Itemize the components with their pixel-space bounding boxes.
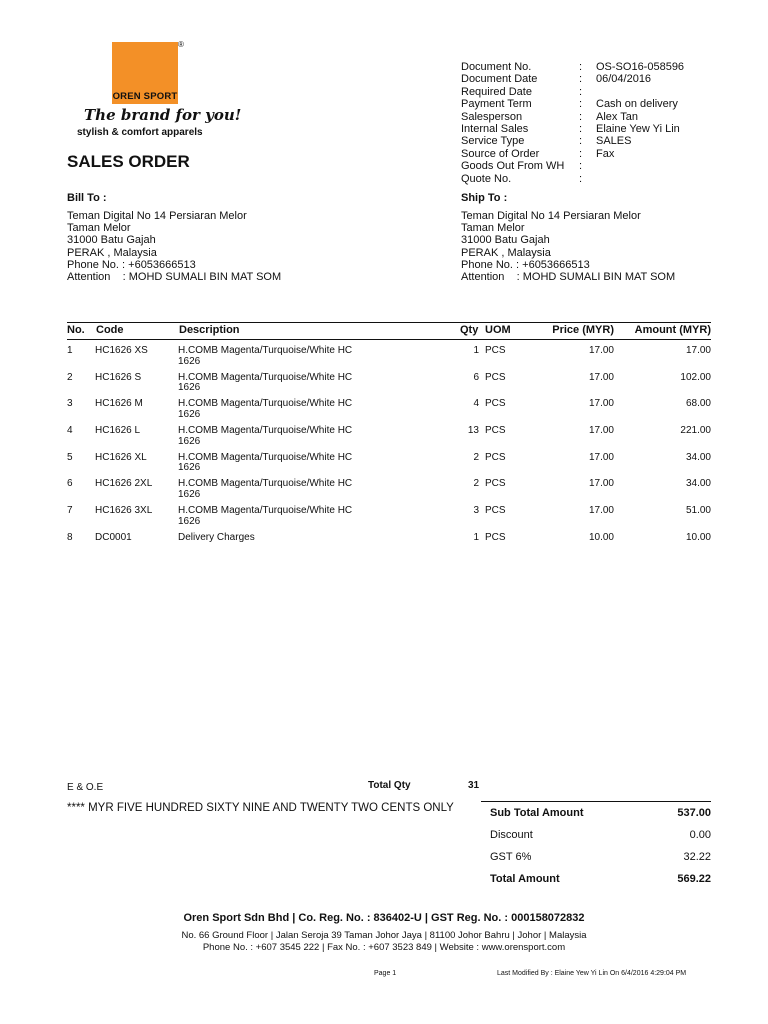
bill-to-line: Taman Melor bbox=[67, 222, 131, 235]
meta-label: Payment Term bbox=[461, 98, 532, 111]
meta-label: Goods Out From WH bbox=[461, 160, 565, 173]
item-price: 17.00 bbox=[588, 345, 614, 356]
item-description-line2: 1626 bbox=[178, 408, 201, 420]
item-description bbox=[178, 373, 378, 394]
meta-value: Elaine Yew Yi Lin bbox=[596, 122, 680, 135]
bill-to-address bbox=[67, 210, 281, 283]
meta-colon: : bbox=[579, 135, 583, 148]
totals-summary bbox=[481, 801, 711, 890]
item-uom: PCS bbox=[485, 345, 506, 356]
company-registration: Oren Sport Sdn Bhd | Co. Reg. No. : 836402-U | GST Reg. No. : 000158072832 bbox=[183, 912, 585, 924]
meta-value: 06/04/2016 bbox=[596, 73, 652, 86]
line-items bbox=[67, 346, 711, 560]
ship-to-address bbox=[461, 210, 675, 283]
table-row bbox=[67, 399, 711, 426]
item-no: 7 bbox=[67, 505, 73, 517]
meta-label: Source of Order bbox=[461, 147, 540, 160]
item-no: 1 bbox=[67, 345, 73, 356]
item-description-line1: H.COMB Magenta/Turquoise/White HC bbox=[178, 371, 353, 383]
ship-to-heading: Ship To : bbox=[461, 192, 508, 204]
item-description-line2: 1626 bbox=[178, 382, 201, 394]
totals-value: 0.00 bbox=[689, 829, 711, 841]
ship-to-line: Attention : MOHD SUMALI BIN MAT SOM bbox=[461, 271, 676, 284]
totals-value: 32.22 bbox=[683, 851, 711, 863]
item-amount: 34.00 bbox=[685, 451, 711, 463]
item-no: 2 bbox=[67, 371, 73, 383]
item-qty: 2 bbox=[473, 478, 479, 490]
header-no: No. bbox=[67, 324, 85, 336]
meta-row bbox=[461, 73, 684, 85]
table-row bbox=[67, 506, 711, 533]
item-code: DC0001 bbox=[95, 531, 132, 543]
brand-subtagline: stylish & comfort apparels bbox=[77, 127, 203, 138]
item-price: 17.00 bbox=[588, 398, 614, 410]
meta-value: Fax bbox=[596, 147, 615, 160]
meta-value: Alex Tan bbox=[596, 110, 638, 123]
ship-to-line: Teman Digital No 14 Persiaran Melor bbox=[461, 210, 641, 222]
header-description: Description bbox=[179, 324, 240, 336]
item-description bbox=[178, 346, 378, 367]
header-qty: Qty bbox=[460, 324, 479, 336]
item-qty: 4 bbox=[473, 398, 479, 410]
table-row bbox=[67, 453, 711, 480]
meta-label: Required Date bbox=[461, 85, 532, 98]
item-no: 3 bbox=[67, 398, 73, 410]
item-no: 4 bbox=[67, 425, 73, 437]
company-contact: Phone No. : +607 3545 222 | Fax No. : +607 3523 849 | Website : www.orensport.com bbox=[202, 942, 566, 953]
item-uom: PCS bbox=[485, 425, 506, 437]
brand-logo bbox=[112, 42, 178, 104]
totals-label: GST 6% bbox=[490, 851, 532, 863]
ship-to-line: PERAK , Malaysia bbox=[461, 246, 551, 259]
meta-colon: : bbox=[579, 61, 583, 73]
item-uom: PCS bbox=[485, 505, 506, 517]
item-code: HC1626 M bbox=[95, 398, 143, 410]
meta-row bbox=[461, 148, 684, 160]
item-description-line1: H.COMB Magenta/Turquoise/White HC bbox=[178, 425, 353, 437]
meta-colon: : bbox=[579, 160, 583, 173]
item-uom: PCS bbox=[485, 371, 506, 383]
table-row bbox=[67, 373, 711, 400]
meta-colon: : bbox=[579, 110, 583, 123]
totals-row bbox=[481, 868, 711, 890]
item-price: 10.00 bbox=[588, 531, 614, 543]
totals-row bbox=[481, 824, 711, 846]
meta-label: Internal Sales bbox=[461, 122, 529, 135]
meta-label: Salesperson bbox=[461, 110, 523, 123]
item-qty: 6 bbox=[473, 371, 479, 383]
item-description-line1: H.COMB Magenta/Turquoise/White HC bbox=[178, 505, 353, 517]
item-code: HC1626 XL bbox=[95, 451, 147, 463]
document-title: SALES ORDER bbox=[67, 152, 190, 171]
company-address: No. 66 Ground Floor | Jalan Seroja 39 Taman Johor Jaya | 81100 Johor Bahru | Johor | Malaysia bbox=[181, 930, 587, 941]
header-price: Price (MYR) bbox=[552, 324, 614, 336]
item-description-line1: H.COMB Magenta/Turquoise/White HC bbox=[178, 478, 353, 490]
item-uom: PCS bbox=[485, 398, 506, 410]
header-uom: UOM bbox=[485, 324, 511, 336]
meta-colon: : bbox=[579, 172, 583, 185]
item-description bbox=[178, 399, 378, 420]
item-uom: PCS bbox=[485, 531, 506, 543]
ship-to-line: 31000 Batu Gajah bbox=[461, 234, 550, 247]
meta-colon: : bbox=[579, 73, 583, 86]
item-qty: 3 bbox=[473, 505, 479, 517]
meta-row bbox=[461, 86, 684, 98]
table-row bbox=[67, 479, 711, 506]
bill-to-line: Phone No. : +6053666513 bbox=[67, 258, 196, 271]
bill-to-heading: Bill To : bbox=[67, 192, 107, 204]
total-qty-label: Total Qty bbox=[368, 780, 411, 791]
item-description-line2: 1626 bbox=[178, 355, 201, 367]
item-amount: 51.00 bbox=[685, 505, 711, 517]
bill-to-line: PERAK , Malaysia bbox=[67, 246, 157, 259]
totals-value: 569.22 bbox=[677, 873, 711, 885]
table-row bbox=[67, 426, 711, 453]
item-code: HC1626 XS bbox=[95, 345, 148, 356]
meta-label: Document No. bbox=[461, 61, 532, 73]
amount-in-words: **** MYR FIVE HUNDRED SIXTY NINE AND TWENTY TWO CENTS ONLY bbox=[67, 802, 454, 814]
meta-row bbox=[461, 123, 684, 135]
item-no: 6 bbox=[67, 478, 73, 490]
bill-to-line: Attention : MOHD SUMALI BIN MAT SOM bbox=[67, 271, 282, 284]
item-description bbox=[178, 506, 378, 527]
item-uom: PCS bbox=[485, 451, 506, 463]
item-no: 8 bbox=[67, 531, 73, 543]
last-modified: Last Modified By : Elaine Yew Yi Lin On 6/4/2016 4:29:04 PM bbox=[497, 970, 687, 977]
meta-row bbox=[461, 160, 684, 172]
item-price: 17.00 bbox=[588, 505, 614, 517]
item-description-line1: H.COMB Magenta/Turquoise/White HC bbox=[178, 345, 353, 356]
totals-label: Discount bbox=[490, 829, 533, 841]
meta-value: Cash on delivery bbox=[596, 98, 678, 111]
meta-colon: : bbox=[579, 85, 583, 98]
meta-row bbox=[461, 135, 684, 147]
item-description-line2: 1626 bbox=[178, 515, 201, 527]
item-qty: 1 bbox=[473, 531, 479, 543]
item-no: 5 bbox=[67, 451, 73, 463]
eoe-note: E & O.E bbox=[67, 782, 104, 793]
page-number: Page 1 bbox=[374, 970, 397, 977]
table-header bbox=[67, 322, 711, 340]
meta-row bbox=[461, 111, 684, 123]
item-description-line2: 1626 bbox=[178, 435, 201, 447]
meta-value: OS-SO16-058596 bbox=[596, 61, 685, 73]
meta-value: SALES bbox=[596, 135, 632, 148]
bill-to-line: Teman Digital No 14 Persiaran Melor bbox=[67, 210, 247, 222]
item-qty: 2 bbox=[473, 451, 479, 463]
item-qty: 13 bbox=[467, 425, 479, 437]
item-description bbox=[178, 453, 378, 474]
item-amount: 17.00 bbox=[685, 345, 711, 356]
table-row bbox=[67, 533, 711, 560]
item-uom: PCS bbox=[485, 478, 506, 490]
item-price: 17.00 bbox=[588, 451, 614, 463]
item-code: HC1626 3XL bbox=[95, 505, 153, 517]
totals-row bbox=[481, 802, 711, 824]
item-price: 17.00 bbox=[588, 371, 614, 383]
totals-row bbox=[481, 846, 711, 868]
meta-row bbox=[461, 173, 684, 185]
meta-label: Service Type bbox=[461, 135, 525, 148]
table-row bbox=[67, 346, 711, 373]
header-code: Code bbox=[96, 324, 124, 336]
item-price: 17.00 bbox=[588, 478, 614, 490]
item-amount: 221.00 bbox=[680, 425, 711, 437]
item-description-line1: Delivery Charges bbox=[178, 531, 255, 543]
meta-row bbox=[461, 98, 684, 110]
item-qty: 1 bbox=[473, 345, 479, 356]
item-amount: 34.00 bbox=[685, 478, 711, 490]
registered-mark: ® bbox=[178, 40, 184, 49]
meta-colon: : bbox=[579, 98, 583, 111]
meta-label: Quote No. bbox=[461, 172, 512, 185]
item-amount: 68.00 bbox=[685, 398, 711, 410]
ship-to-line: Taman Melor bbox=[461, 222, 525, 235]
item-code: HC1626 2XL bbox=[95, 478, 153, 490]
meta-colon: : bbox=[579, 147, 583, 160]
totals-value: 537.00 bbox=[677, 807, 711, 819]
item-description-line1: H.COMB Magenta/Turquoise/White HC bbox=[178, 451, 353, 463]
logo-text: OREN SPORT bbox=[112, 91, 178, 102]
ship-to-line: Phone No. : +6053666513 bbox=[461, 258, 590, 271]
item-amount: 10.00 bbox=[685, 531, 711, 543]
item-description-line2: 1626 bbox=[178, 488, 201, 500]
bill-to-line: 31000 Batu Gajah bbox=[67, 234, 156, 247]
meta-colon: : bbox=[579, 122, 583, 135]
totals-label: Sub Total Amount bbox=[490, 807, 584, 819]
meta-row bbox=[461, 61, 684, 73]
totals-label: Total Amount bbox=[490, 873, 560, 885]
item-code: HC1626 L bbox=[95, 425, 141, 437]
item-description bbox=[178, 479, 378, 500]
meta-label: Document Date bbox=[461, 73, 538, 86]
item-description bbox=[178, 533, 378, 544]
header-amount: Amount (MYR) bbox=[634, 324, 711, 336]
item-code: HC1626 S bbox=[95, 371, 142, 383]
item-amount: 102.00 bbox=[680, 371, 711, 383]
item-price: 17.00 bbox=[588, 425, 614, 437]
item-description bbox=[178, 426, 378, 447]
document-meta bbox=[461, 61, 684, 185]
item-description-line1: H.COMB Magenta/Turquoise/White HC bbox=[178, 398, 353, 410]
total-qty-value: 31 bbox=[468, 780, 480, 791]
brand-tagline: The brand for you! bbox=[84, 106, 242, 124]
item-description-line2: 1626 bbox=[178, 462, 201, 474]
